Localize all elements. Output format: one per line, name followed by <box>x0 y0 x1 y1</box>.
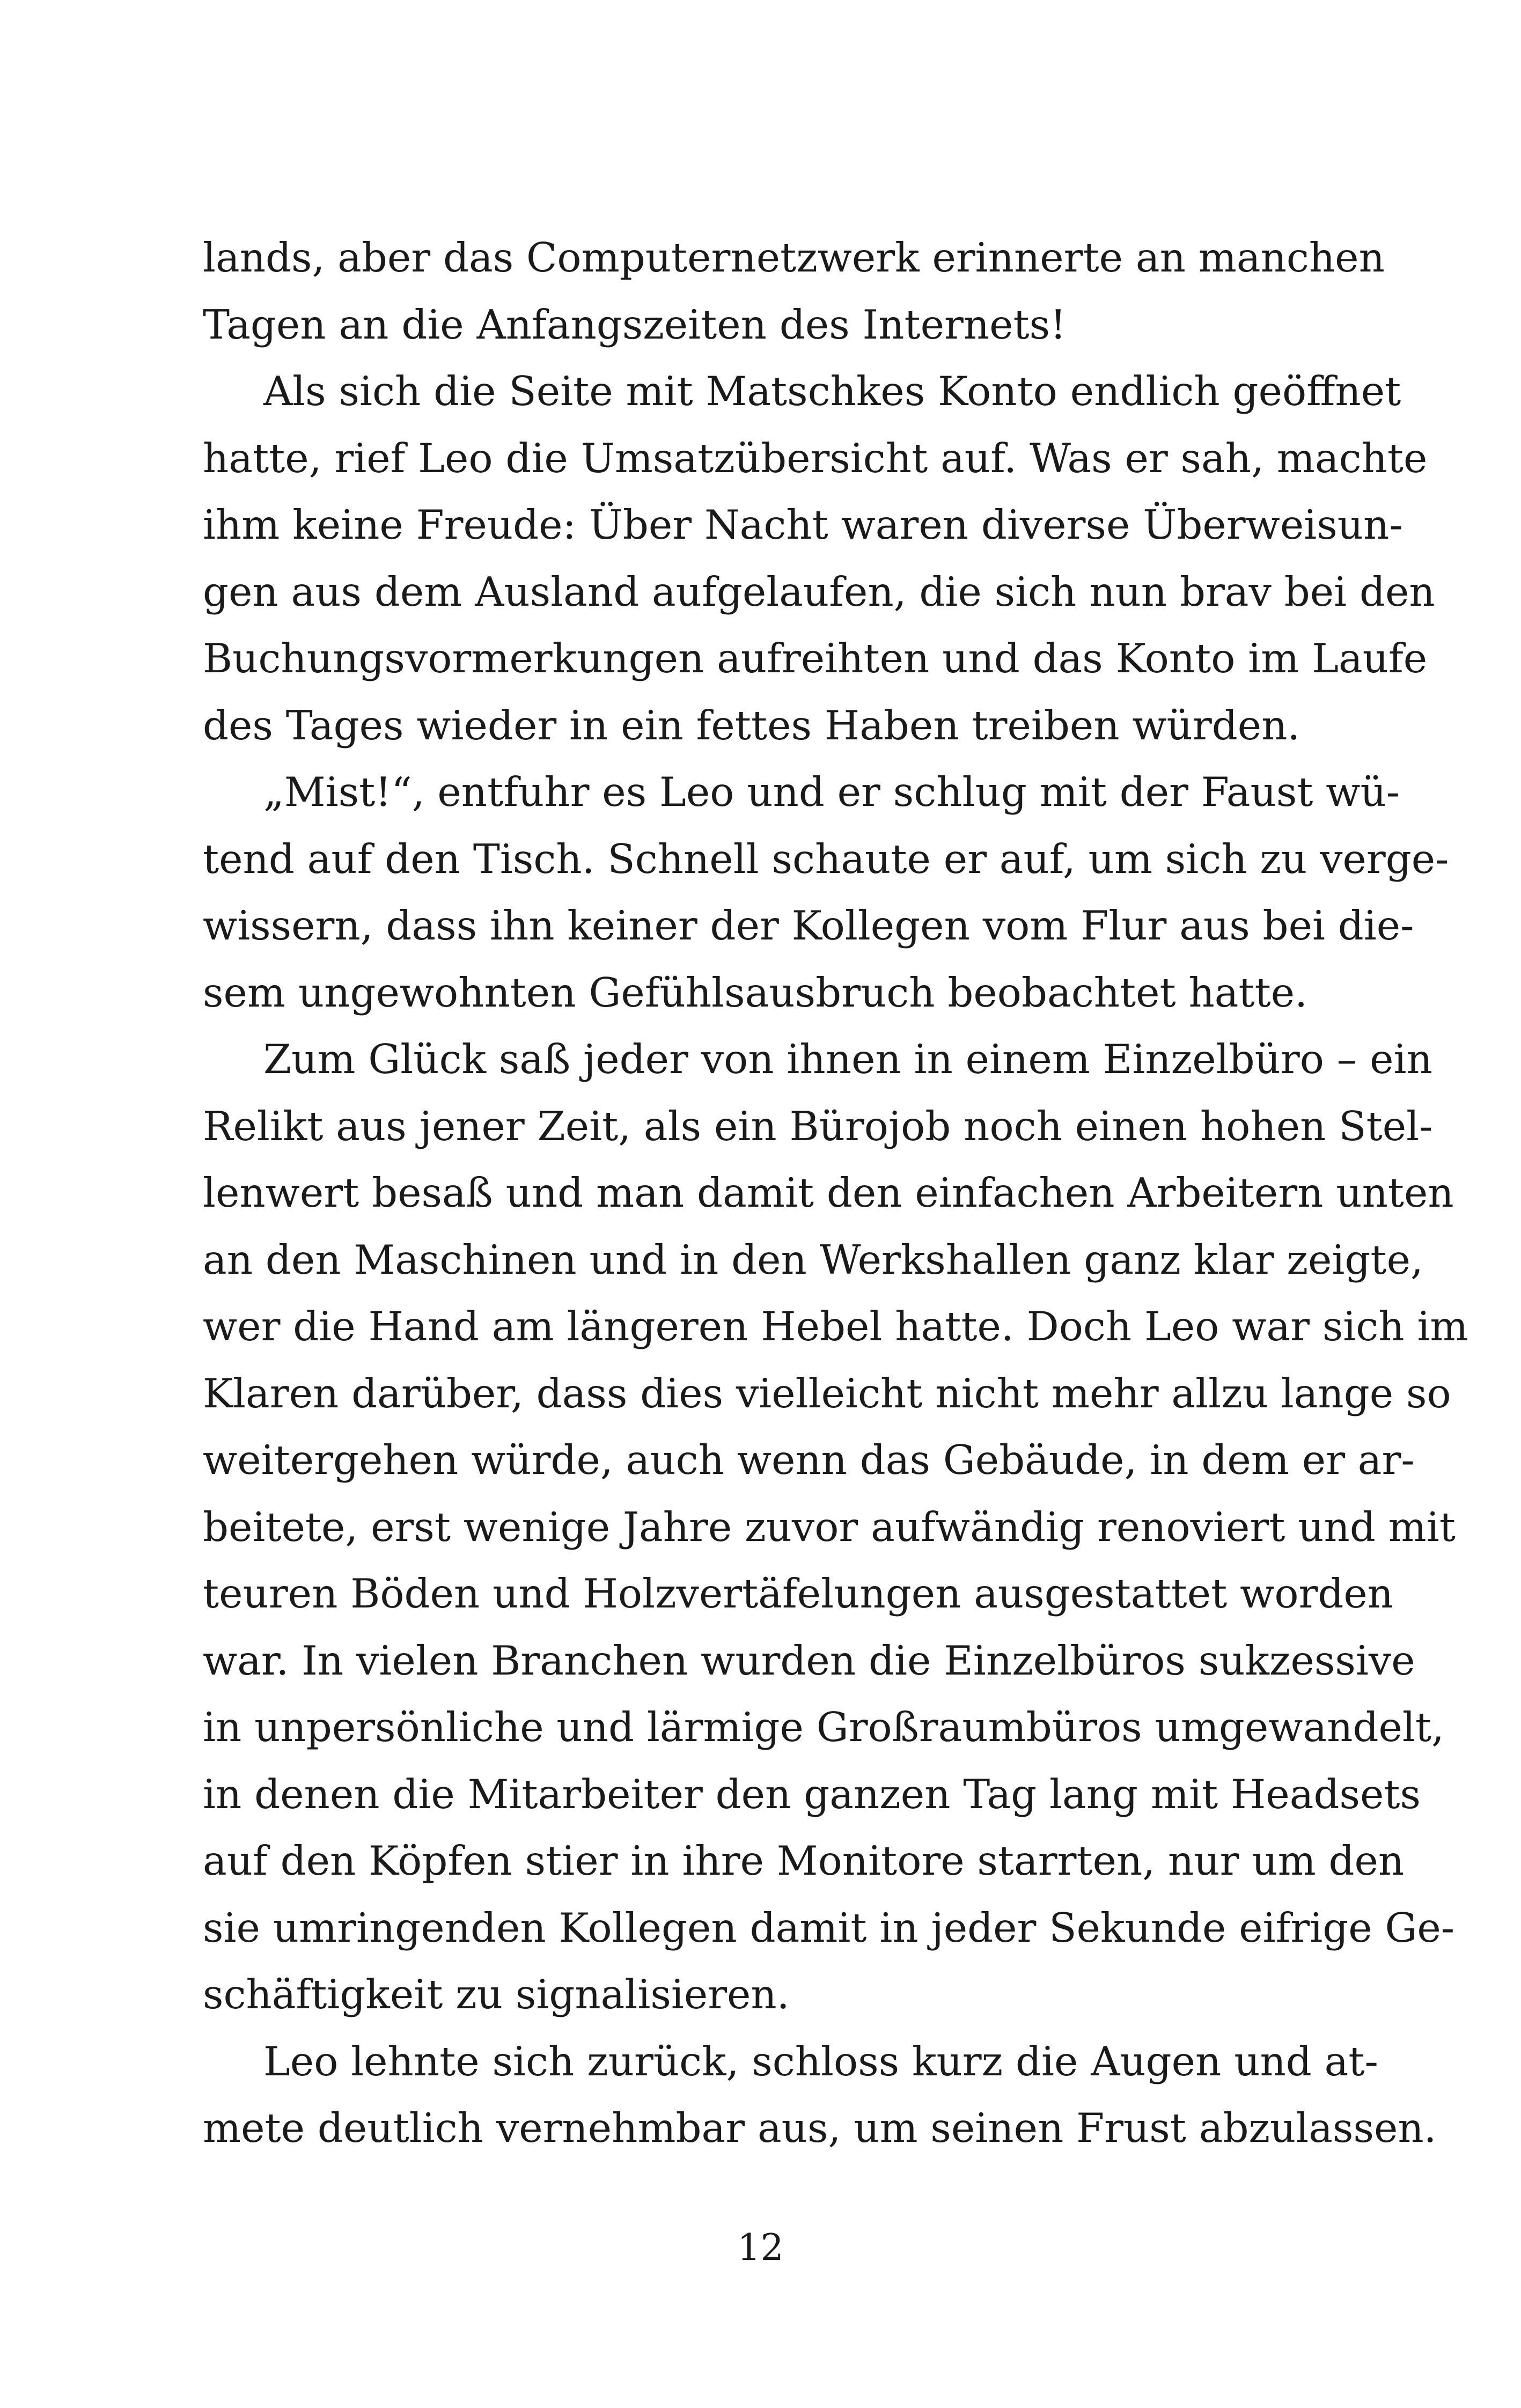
text-line: Als sich die Seite mit Matschkes Konto endlich geöffnet <box>263 368 1401 415</box>
text-line: wissern, dass ihn keiner der Kollegen vom Flur aus bei die- <box>203 902 1414 949</box>
text-line: schäftigkeit zu signalisieren. <box>203 1971 790 2018</box>
text-line: hatte, rief Leo die Umsatzübersicht auf. Was er sah, machte <box>203 434 1428 482</box>
text-line: ihm keine Freude: Über Nacht waren diverse Überweisun- <box>203 501 1403 548</box>
text-line: Klaren darüber, dass dies vielleicht nicht mehr allzu lange so <box>203 1369 1451 1417</box>
text-line: lands, aber das Computernetzwerk erinnerte an manchen <box>203 234 1385 281</box>
text-line: Relikt aus jener Zeit, als ein Bürojob noch einen hohen Stel- <box>203 1102 1433 1150</box>
text-line: des Tages wieder in ein fettes Haben treiben würden. <box>203 701 1300 749</box>
text-line: gen aus dem Ausland aufgelaufen, die sich nun brav bei den <box>203 568 1435 615</box>
text-line: in denen die Mitarbeiter den ganzen Tag lang mit Headsets <box>203 1770 1421 1818</box>
text-line: in unpersönliche und lärmige Großraumbüros umgewandelt, <box>203 1704 1444 1751</box>
text-line: tend auf den Tisch. Schnell schaute er auf, um sich zu verge- <box>203 835 1449 883</box>
text-line: auf den Köpfen stier in ihre Monitore starrten, nur um den <box>203 1837 1405 1884</box>
text-line: sie umringenden Kollegen damit in jeder Sekunde eifrige Ge- <box>203 1904 1455 1951</box>
text-line: mete deutlich vernehmbar aus, um seinen Frust abzulassen. <box>203 2104 1437 2152</box>
text-line: Leo lehnte sich zurück, schloss kurz die Augen und at- <box>263 2037 1378 2085</box>
text-line: lenwert besaß und man damit den einfachen Arbeitern unten <box>203 1169 1454 1216</box>
paragraph <box>203 224 1385 358</box>
text-line: Tagen an die Anfangszeiten des Internets! <box>203 300 1067 348</box>
body-text <box>203 224 1468 2162</box>
paragraph <box>203 358 1435 759</box>
page-number: 12 <box>737 2227 784 2269</box>
text-line: beitete, erst wenige Jahre zuvor aufwändig renoviert und mit <box>203 1503 1456 1551</box>
text-line: teuren Böden und Holzvertäfelungen ausgestattet worden <box>203 1570 1394 1617</box>
text-line: „Mist!“, entfuhr es Leo und er schlug mit der Faust wü- <box>263 768 1400 816</box>
text-line: wer die Hand am längeren Hebel hatte. Doch Leo war sich im <box>203 1303 1468 1350</box>
text-line: Zum Glück saß jeder von ihnen in einem Einzelbüro – ein <box>263 1036 1432 1083</box>
text-line: an den Maschinen und in den Werkshallen ganz klar zeigte, <box>203 1236 1423 1283</box>
text-line: sem ungewohnten Gefühlsausbruch beobachtet hatte. <box>203 968 1308 1016</box>
paragraph <box>203 1026 1468 2028</box>
paragraph <box>203 2028 1437 2162</box>
paragraph <box>203 759 1449 1026</box>
text-line: weitergehen würde, auch wenn das Gebäude, in dem er ar- <box>203 1436 1415 1484</box>
text-line: war. In vielen Branchen wurden die Einzelbüros sukzessive <box>203 1636 1415 1684</box>
text-line: Buchungsvormerkungen aufreihten und das Konto im Laufe <box>203 635 1428 682</box>
